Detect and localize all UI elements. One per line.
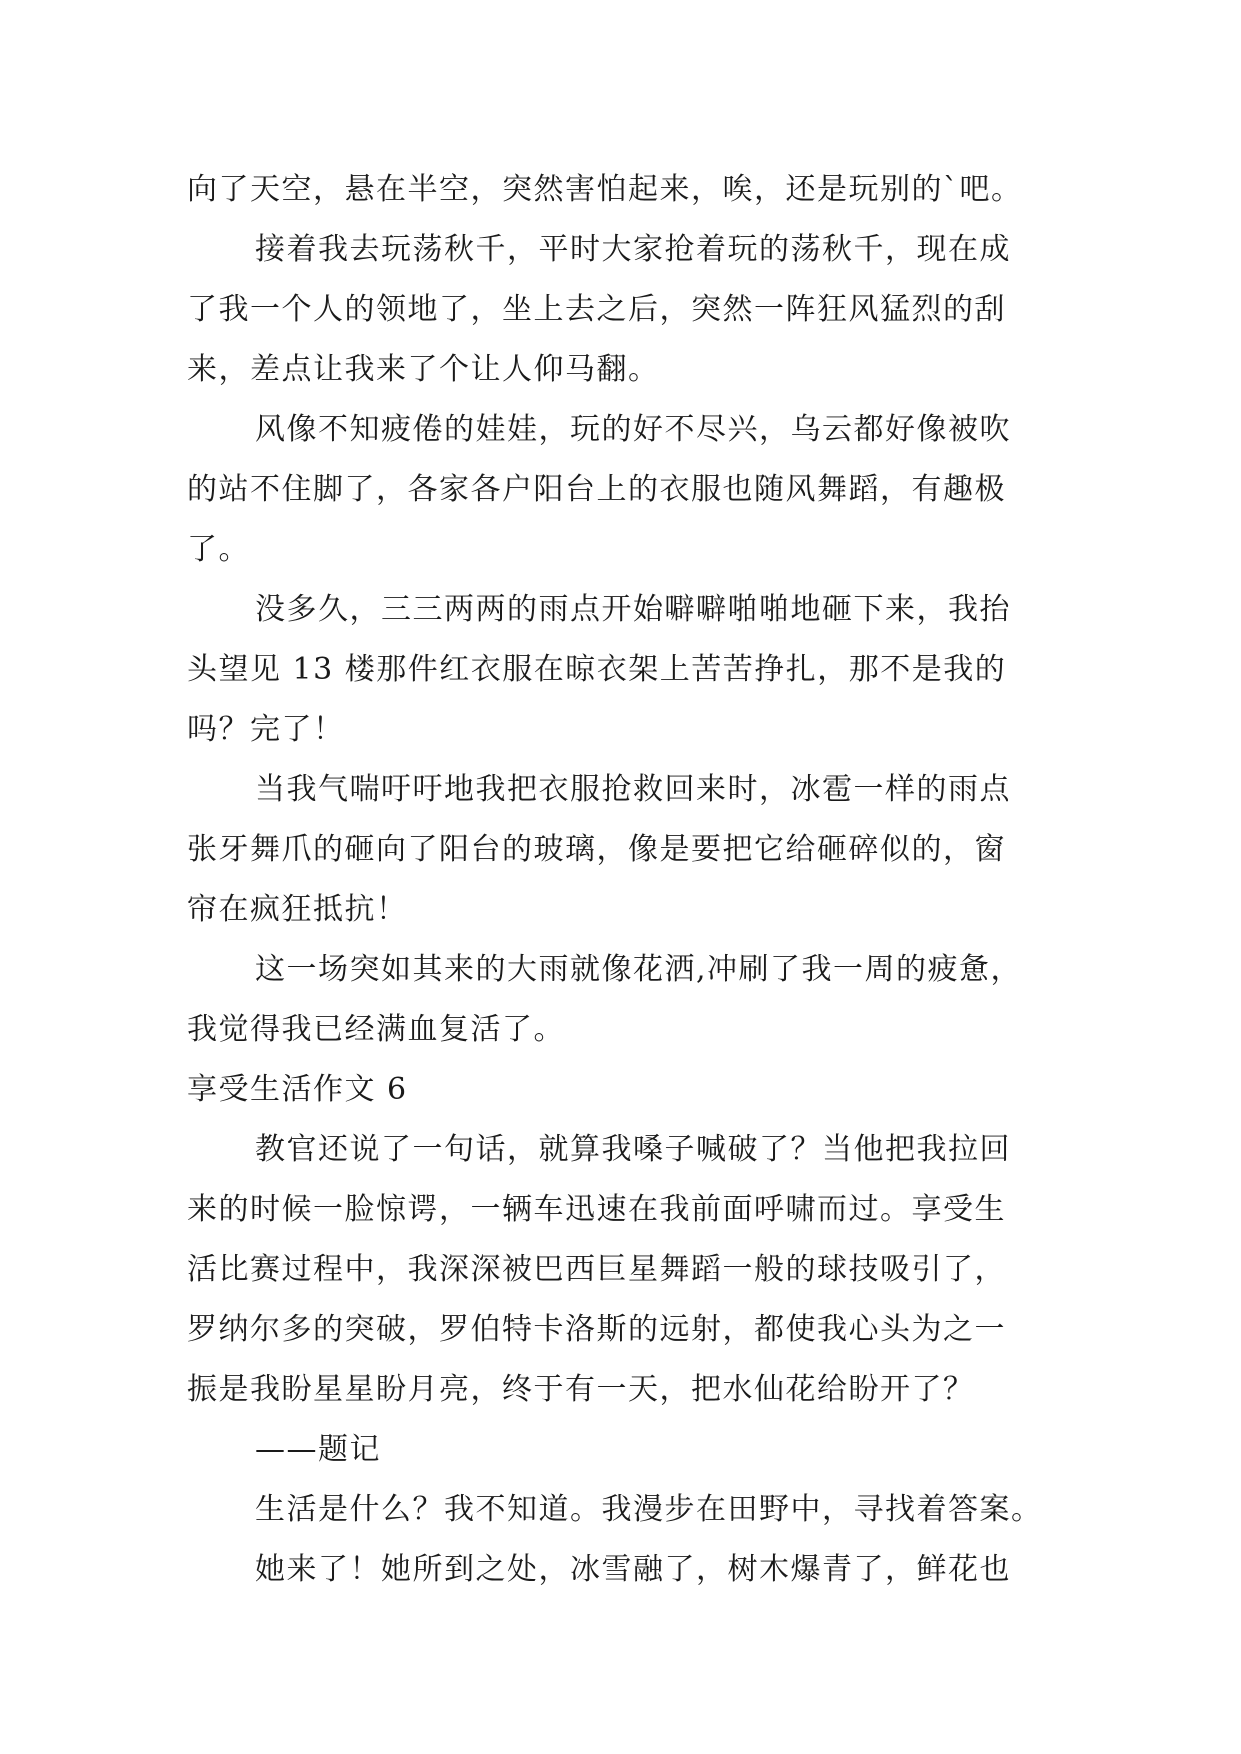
- text-line: 活比赛过程中，我深深被巴西巨星舞蹈一般的球技吸引了，: [187, 1252, 1006, 1287]
- text-line: 来，差点让我来了个让人仰马翻。: [187, 352, 660, 387]
- paragraph-start-line: 当我气喘吁吁地我把衣服抢救回来时，冰雹一样的雨点: [255, 772, 1011, 807]
- text-line: 张牙舞爪的砸向了阳台的玻璃，像是要把它给砸碎似的，窗: [187, 832, 1006, 867]
- paragraph-start-line: 教官还说了一句话，就算我嗓子喊破了？当他把我拉回: [255, 1132, 1011, 1167]
- text-line: 我觉得我已经满血复活了。: [187, 1012, 565, 1047]
- text-line: 帘在疯狂抵抗！: [187, 892, 408, 927]
- paragraph-start-line: 接着我去玩荡秋千，平时大家抢着玩的荡秋千，现在成: [255, 232, 1011, 267]
- text-line: 了我一个人的领地了，坐上去之后，突然一阵狂风猛烈的刮: [187, 292, 1006, 327]
- paragraph-start-line: 这一场突如其来的大雨就像花洒,冲刷了我一周的疲惫，: [255, 952, 1023, 987]
- text-line: 吗？完了！: [187, 712, 345, 747]
- article-body: [187, 160, 1067, 1600]
- paragraph-start-line: 风像不知疲倦的娃娃，玩的好不尽兴，乌云都好像被吹: [255, 412, 1011, 447]
- text-line: 头望见 13 楼那件红衣服在晾衣架上苦苦挣扎，那不是我的: [187, 652, 1007, 687]
- text-line: 了。: [187, 532, 250, 567]
- text-line: 的站不住脚了，各家各户阳台上的衣服也随风舞蹈，有趣极: [187, 472, 1006, 507]
- section-heading: 享受生活作文 6: [187, 1072, 408, 1107]
- paragraph-start-line: 没多久，三三两两的雨点开始噼噼啪啪地砸下来，我抬: [255, 592, 1011, 627]
- text-line: 向了天空，悬在半空，突然害怕起来，唉，还是玩别的`吧。: [187, 172, 1023, 207]
- text-line: 振是我盼星星盼月亮，终于有一天，把水仙花给盼开了？: [187, 1372, 975, 1407]
- text-line: 罗纳尔多的突破，罗伯特卡洛斯的远射，都使我心头为之一: [187, 1312, 1006, 1347]
- epigraph-attribution: ——题记: [255, 1432, 381, 1467]
- paragraph-start-line: 她来了！她所到之处，冰雪融了，树木爆青了，鲜花也: [255, 1552, 1011, 1587]
- paragraph-start-line: 生活是什么？我不知道。我漫步在田野中，寻找着答案。: [255, 1492, 1043, 1527]
- text-line: 来的时候一脸惊谔，一辆车迅速在我前面呼啸而过。享受生: [187, 1192, 1006, 1227]
